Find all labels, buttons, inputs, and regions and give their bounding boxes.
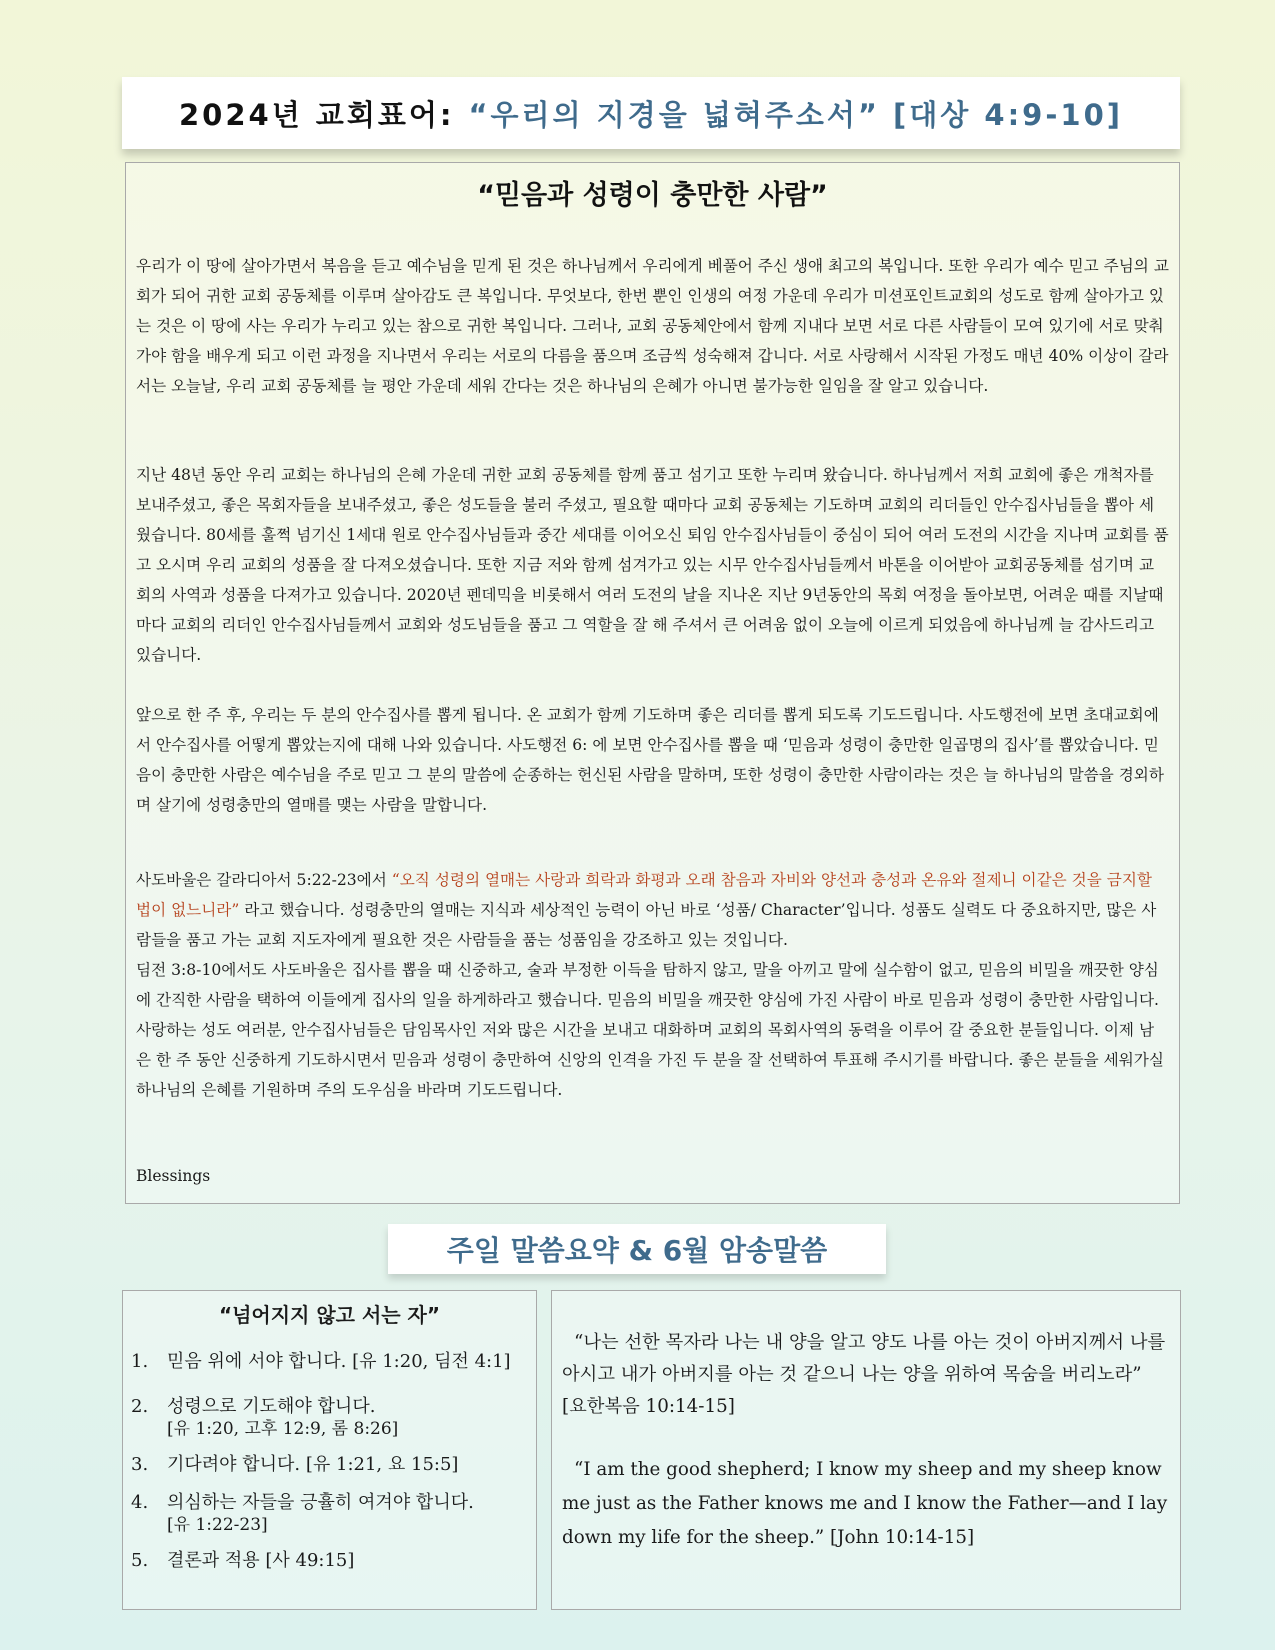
point-text: 기다려야 합니다. [유 1:21, 요 15:5] [167,1454,459,1475]
point-reference: [유 1:22-23] [167,1515,268,1535]
point-number: 4. [131,1492,149,1513]
letter-title: “믿음과 성령이 충만한 사람” [477,180,828,211]
motto-lead: 2024년 교회표어: [178,97,455,132]
memory-verse-english: “I am the good shepherd; I know my sheep and my sheep know me just as the Father knows me and I know the Father—and I lay down my life for the sheep.” [John 10:14-15] [562,1459,1168,1548]
point-text: 믿음 위에 서야 합니다. [유 1:20, 딤전 4:1] [167,1351,511,1372]
point-number: 3. [131,1454,149,1475]
point-number: 1. [131,1351,149,1372]
point-text: 결론과 적용 [사 49:15] [167,1550,355,1571]
motto-text: “우리의 지경을 넓혀주소서” [대상 4:9-10] [468,97,1124,132]
letter-paragraph-2: 지난 48년 동안 우리 교회는 하나님의 은혜 가운데 귀한 교회 공동체를 함께 품고 섬기고 또한 누리며 왔습니다. 하나님께서 저희 교회에 좋은 개척자를 보내주셨고, 좋은 목회자들을 보내주셨고, 좋은 성도들을 불러 주셨고, 필요할 때마다 교회 공동체는 기도하며 교회의 리더들인 안수집사님들을 뽑아 세웠습니다. 80세를 훌쩍 넘기신 1세대 원로 안수집사님들과 중간 세대를 이어오신 퇴임 안수집사님들이 중심이 되어 여러 도전의 시간을 지나며 교회를 품고 오시며 우리 교회의 성품을 잘 다져오셨습니다. 또한 지금 저와 함께 섬겨가고 있는 시무 안수집사님들께서 바톤을 이어받아 교회공동체를 섬기며 교회의 사역과 성품을 다져가고 있습니다. 2020년 펜데믹을 비롯해서 여러 도전의 날을 지나온 지난 9년동안의 목회 여정을 돌아보면, 어려운 때를 지날때 마다 교회의 리더인 안수집사님들께서 교회와 성도님들을 품고 그 역할을 잘 해 주셔서 큰 어려움 없이 오늘에 이르게 되었음에 하나님께 늘 감사드리고 있습니다. [136,466,1169,664]
galatians-quote: “오직 성령의 열매는 사랑과 희락과 화평과 오래 참음과 자비와 양선과 충성과 온유와 절제니 이같은 것을 금지할 법이 없느니라” [136,871,1152,919]
paragraph-4-rest: 라고 했습니다. 성령충만의 열매는 지식과 세상적인 능력이 아닌 바로 ‘성품/ Character’입니다. 성품도 실력도 다 중요하지만, 많은 사람들을 품고 가는 교회 지도자에게 필요한 것은 사람들을 품는 성품임을 강조하고 있는 것입니다. [136,901,1157,949]
sermon-point [131,1550,354,1572]
sermon-point [131,1492,474,1536]
sermon-summary-box [122,1290,537,1610]
letter-paragraph-5: 딤전 3:8-10에서도 사도바울은 집사를 뽑을 때 신중하고, 술과 부정한 이득을 탐하지 않고, 말을 아끼고 말에 실수함이 없고, 믿음의 비밀을 깨끗한 양심에 간직한 사람을 택하여 이들에게 집사의 일을 하게하라고 했습니다. 믿음의 비밀을 깨끗한 양심에 가진 사람이 바로 믿음과 성령이 충만한 사람입니다. 사랑하는 성도 여러분, 안수집사님들은 담임목사인 저와 많은 시간을 보내고 대화하며 교회의 목회사역의 동력을 이루어 갈 중요한 분들입니다. 이제 남은 한 주 동안 신중하게 기도하시면서 믿음과 성령이 충만하여 신앙의 인격을 가진 두 분을 잘 선택하여 투표해 주시기를 바랍니다. 좋은 분들을 세워가실 하나님의 은혜를 기원하며 주의 도우심을 바라며 기도드립니다. [136,961,1164,1099]
letter-paragraph-1: 우리가 이 땅에 살아가면서 복음을 듣고 예수님을 믿게 된 것은 하나님께서 우리에게 베풀어 주신 생애 최고의 복입니다. 또한 우리가 예수 믿고 주님의 교회가 되어 귀한 교회 공동체를 이루며 살아감도 큰 복입니다. 무엇보다, 한번 뿐인 인생의 여정 가운데 우리가 미션포인트교회의 성도로 함께 살아가고 있는 것은 이 땅에 사는 우리가 누리고 있는 참으로 귀한 복입니다. 그러나, 교회 공동체안에서 함께 지내다 보면 서로 다른 사람들이 모여 있기에 서로 맞춰가야 함을 배우게 되고 이런 과정을 지나면서 우리는 서로의 다름을 품으며 조금씩 성숙해져 갑니다. 서로 사랑해서 시작된 가정도 매년 40% 이상이 갈라서는 오늘날, 우리 교회 공동체를 늘 평안 가운데 세워 간다는 것은 하나님의 은혜가 아니면 불가능한 일임을 잘 알고 있습니다. [136,257,1169,395]
paragraph-4-intro: 사도바울은 갈라디아서 5:22-23에서 [136,871,392,889]
pastor-letter [125,162,1180,1204]
sermon-point [131,1454,458,1476]
sermon-point [131,1351,511,1373]
point-text: 의심하는 자들을 긍휼히 여겨야 합니다. [167,1492,474,1513]
point-reference: [유 1:20, 고후 12:9, 롬 8:26] [167,1419,399,1439]
sermon-title: “넘어지지 않고 서는 자” [218,1303,441,1327]
motto-banner [122,77,1180,149]
memory-verse-box [551,1290,1181,1610]
letter-paragraph-3: 앞으로 한 주 후, 우리는 두 분의 안수집사를 뽑게 됩니다. 온 교회가 함께 기도하며 좋은 리더를 뽑게 되도록 기도드립니다. 사도행전에 보면 초대교회에서 안수집사를 어떻게 뽑았는지에 대해 나와 있습니다. 사도행전 6: 에 보면 안수집사를 뽑을 때 ‘믿음과 성령이 충만한 일곱명의 집사’를 뽑았습니다. 믿음이 충만한 사람은 예수님을 주로 믿고 그 분의 말씀에 순종하는 헌신된 사람을 말하며, 또한 성령이 충만한 사람이라는 것은 늘 하나님의 말씀을 경외하며 살기에 성령충만의 열매를 맺는 사람을 말합니다. [136,706,1164,814]
point-number: 2. [131,1396,149,1417]
point-number: 5. [131,1550,149,1571]
point-text: 성령으로 기도해야 합니다. [167,1396,376,1417]
letter-signoff: Blessings [136,1167,211,1185]
memory-verse-korean: “나는 선한 목자라 나는 내 양을 알고 양도 나를 아는 것이 아버지께서 나를 아시고 내가 아버지를 아는 것 같으니 나는 양을 위하여 목숨을 버리노라” [요한복음 10:14-15] [562,1332,1166,1417]
sermon-point [131,1396,398,1440]
letter-paragraph-4 [136,865,1169,955]
section-title: 주일 말씀요약 & 6월 암송말씀 [388,1224,886,1274]
